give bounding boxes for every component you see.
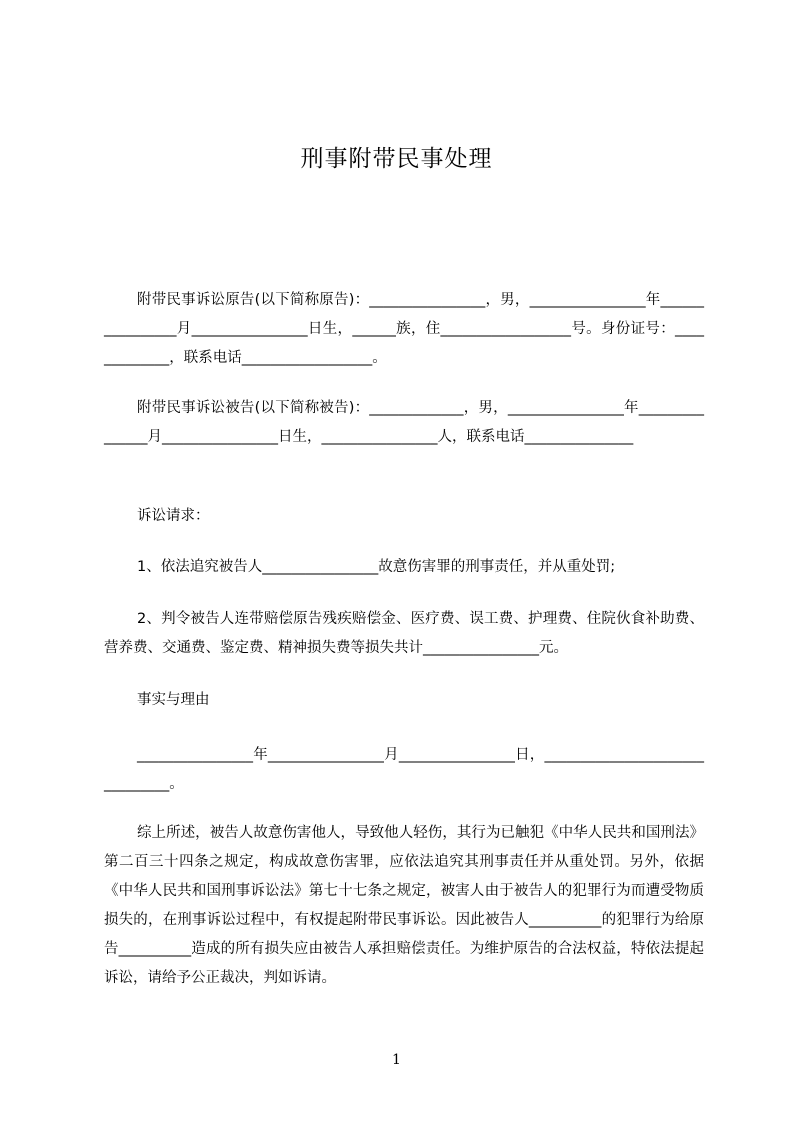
claims-heading: 诉讼请求： [137,508,210,524]
facts-date-paragraph: ________________年________________月________________日，_______________________________。 [104,747,704,792]
document-title: 刑事附带民事处理 [300,146,493,172]
facts-heading: 事实与理由 [137,692,210,708]
page-number: 1 [392,1052,401,1068]
claim-item-2: 2、判令被告人连带赔偿原告残疾赔偿金、医疗费、误工费、护理费、住院伙食补助费、营养费、交通费、鉴定费、精神损失费等损失共计________________元。 [104,611,704,656]
plaintiff-paragraph: 附带民事诉讼原告(以下简称原告)：________________，男，________________年________________月________________日生，______族，住__________________号。身份证号：_____________，联系电话__________________。 [104,292,704,366]
defendant-paragraph: 附带民事诉讼被告(以下简称被告)：_____________，男，________________年_______________月________________日生，________________人，联系电话_______________ [104,400,704,445]
claim-item-1: 1、依法追究被告人________________故意伤害罪的刑事责任，并从重处罚; [137,559,616,575]
conclusion-paragraph: 综上所述，被告人故意伤害他人，导致他人轻伤，其行为已触犯《中华人民共和国刑法》第二百三十四条之规定，构成故意伤害罪，应依法追究其刑事责任并从重处罚。另外，依据《中华人民共和国刑事诉讼法》第七十七条之规定，被害人由于被告人的犯罪行为而遭受物质损失的，在刑事诉讼过程中，有权提起附带民事诉讼。因此被告人__________的犯罪行为给原告__________造成的所有损失应由被告人承担赔偿责任。为维护原告的合法权益，特依法提起诉讼，请给予公正裁决，判如诉请。 [104,825,704,986]
